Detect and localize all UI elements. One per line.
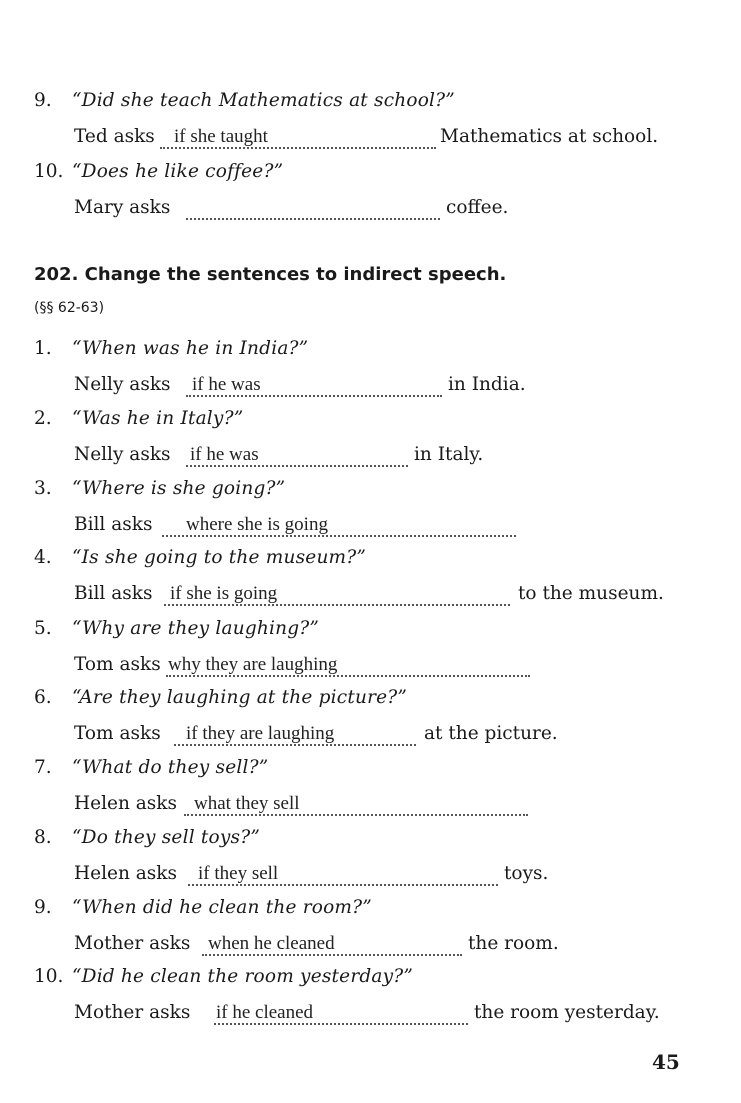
sentence-tail: the room. xyxy=(468,933,559,954)
speaker-label: Mary asks xyxy=(74,197,171,218)
handwritten-answer: why they are laughing xyxy=(168,654,338,675)
question-line xyxy=(34,827,260,848)
speaker-label: Mother asks xyxy=(74,1002,191,1023)
item-number: 9. xyxy=(34,897,52,918)
sentence-tail: coffee. xyxy=(446,197,509,218)
direct-question: “Where is she going?” xyxy=(72,478,286,499)
direct-question: “Are they laughing at the picture?” xyxy=(72,687,408,708)
speaker-label: Tom asks xyxy=(74,723,161,744)
item-number: 3. xyxy=(34,478,52,499)
direct-question: “When did he clean the room?” xyxy=(72,897,372,918)
direct-question: “Why are they laughing?” xyxy=(72,618,320,639)
speaker-label: Ted asks xyxy=(74,126,155,147)
direct-question: “Is she going to the museum?” xyxy=(72,547,367,568)
speaker-label: Helen asks xyxy=(74,863,177,884)
list-item xyxy=(0,687,741,757)
question-line xyxy=(34,408,243,429)
exercise-heading: 202. Change the sentences to indirect speech. xyxy=(34,264,507,285)
handwritten-answer: if they sell xyxy=(198,863,279,884)
list-item xyxy=(0,408,741,478)
item-number: 1. xyxy=(34,338,52,359)
handwritten-answer: if she taught xyxy=(174,126,268,147)
direct-question: “Was he in Italy?” xyxy=(72,408,244,429)
handwritten-answer: if she is going xyxy=(170,583,278,604)
list-item xyxy=(0,757,741,827)
sentence-tail: to the museum. xyxy=(518,583,664,604)
sentence-tail: at the picture. xyxy=(424,723,558,744)
direct-question: “When was he in India?” xyxy=(72,338,309,359)
question-line xyxy=(34,897,372,918)
question-line xyxy=(34,338,308,359)
handwritten-answer: if he cleaned xyxy=(216,1002,314,1023)
speaker-label: Bill asks xyxy=(74,514,153,535)
direct-question: “Did he clean the room yesterday?” xyxy=(72,966,414,987)
handwritten-answer: when he cleaned xyxy=(208,933,335,954)
handwritten-answer: if he was xyxy=(190,444,259,465)
question-line xyxy=(34,478,285,499)
item-number: 9. xyxy=(34,90,52,111)
speaker-label: Mother asks xyxy=(74,933,191,954)
handwritten-answer: if they are laughing xyxy=(186,723,335,744)
item-number: 6. xyxy=(34,687,52,708)
list-item xyxy=(0,966,741,1036)
list-item xyxy=(0,827,741,897)
speaker-label: Nelly asks xyxy=(74,374,171,395)
list-item xyxy=(0,90,741,160)
item-number: 2. xyxy=(34,408,52,429)
handwritten-answer: what they sell xyxy=(194,793,300,814)
sentence-tail: toys. xyxy=(504,863,549,884)
direct-question: “Do they sell toys?” xyxy=(72,827,260,848)
question-line xyxy=(34,687,407,708)
speaker-label: Bill asks xyxy=(74,583,153,604)
list-item xyxy=(0,338,741,408)
question-line xyxy=(34,966,413,987)
sentence-tail: in Italy. xyxy=(414,444,484,465)
speaker-label: Nelly asks xyxy=(74,444,171,465)
list-item xyxy=(0,161,741,231)
grammar-reference: (§§ 62-63) xyxy=(34,300,105,316)
question-line xyxy=(34,618,319,639)
question-line xyxy=(34,161,283,182)
direct-question: “Does he like coffee?” xyxy=(72,161,284,182)
speaker-label: Helen asks xyxy=(74,793,177,814)
sentence-tail: the room yesterday. xyxy=(474,1002,660,1023)
direct-question: “What do they sell?” xyxy=(72,757,269,778)
handwritten-answer: where she is going xyxy=(186,514,328,535)
question-line xyxy=(34,90,455,111)
item-number: 8. xyxy=(34,827,52,848)
item-number: 7. xyxy=(34,757,52,778)
item-number: 4. xyxy=(34,547,52,568)
item-number: 5. xyxy=(34,618,52,639)
item-number: 10. xyxy=(34,966,64,987)
list-item xyxy=(0,547,741,617)
direct-question: “Did she teach Mathematics at school?” xyxy=(72,90,455,111)
list-item xyxy=(0,618,741,688)
question-line xyxy=(34,757,268,778)
sentence-tail: Mathematics at school. xyxy=(440,126,659,147)
speaker-label: Tom asks xyxy=(74,654,161,675)
question-line xyxy=(34,547,366,568)
sentence-tail: in India. xyxy=(448,374,526,395)
answer-blank[interactable] xyxy=(186,218,440,220)
page-number: 45 xyxy=(652,1050,680,1074)
list-item xyxy=(0,897,741,967)
handwritten-answer: if he was xyxy=(192,374,261,395)
list-item xyxy=(0,478,741,548)
item-number: 10. xyxy=(34,161,64,182)
